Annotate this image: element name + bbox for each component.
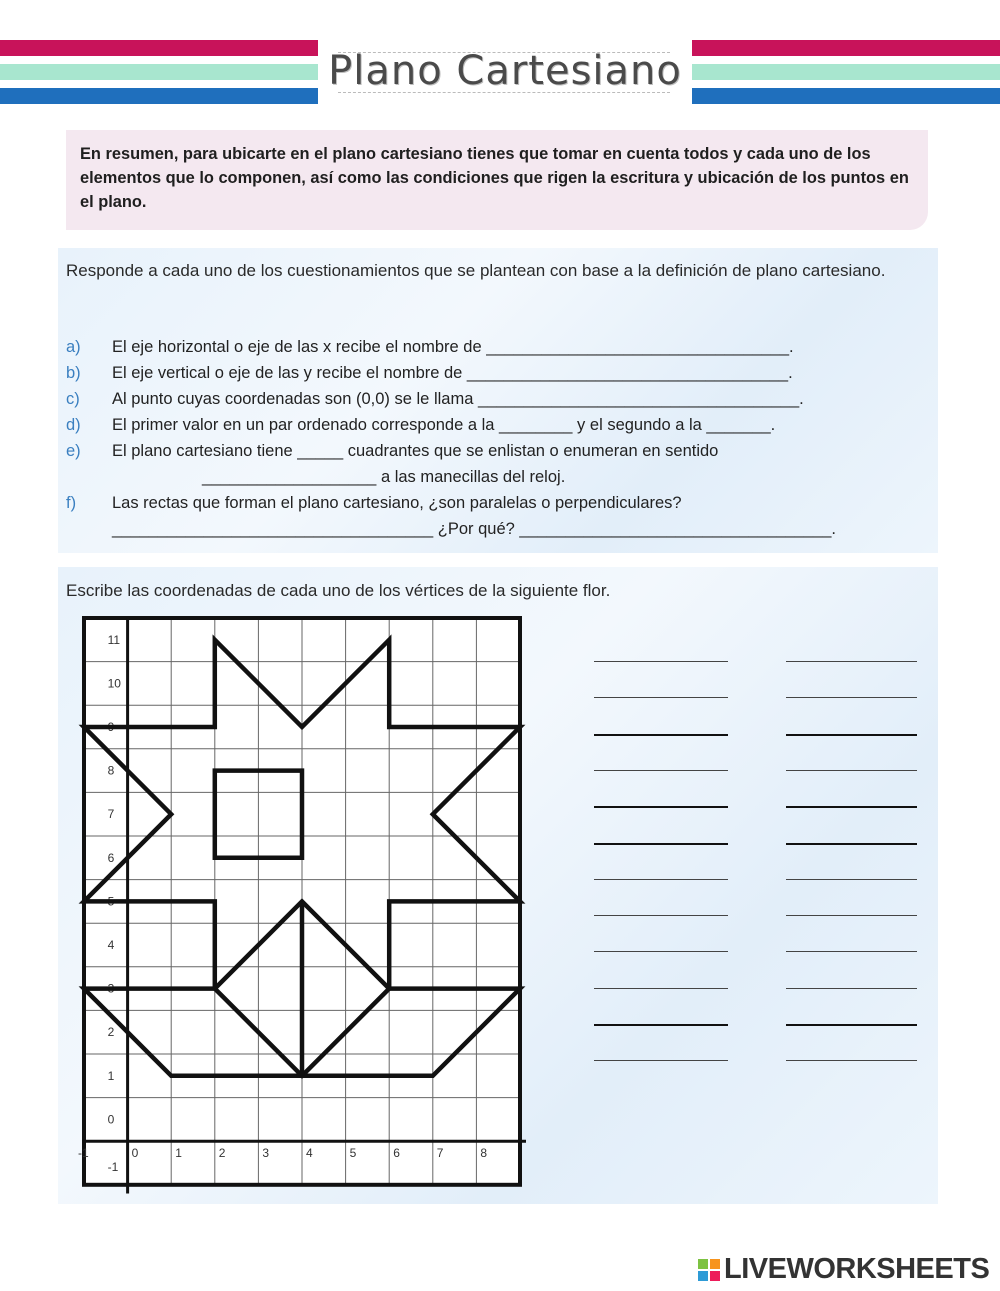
coordinate-answer-line[interactable]	[594, 843, 728, 845]
question-letter: b)	[66, 364, 81, 382]
x-tick-label: 8	[480, 1146, 488, 1161]
coordinate-answer-line[interactable]	[786, 697, 917, 698]
logo-tile-v	[698, 1271, 708, 1281]
coordinate-answer-line[interactable]	[594, 734, 728, 736]
summary-box	[66, 130, 928, 230]
stripe-pink-left	[0, 40, 318, 56]
questions-panel	[58, 248, 938, 553]
question-text: El plano cartesiano tiene _____ cuadrantes que se enlistan o enumeran en sentido	[112, 442, 719, 460]
coordinate-answer-line[interactable]	[786, 1024, 917, 1026]
page-title: Plano Cartesiano	[328, 48, 682, 94]
coordinate-answer-line[interactable]	[786, 879, 917, 880]
coordinate-answer-line[interactable]	[594, 1060, 728, 1061]
question-letter: f)	[66, 494, 77, 512]
stripe-pink-right	[692, 40, 1000, 56]
y-tick-label: 4	[107, 938, 115, 952]
question-text: ___________________________________ ¿Por qué? __________________________________.	[112, 520, 836, 538]
x-tick-label: 6	[393, 1146, 400, 1161]
question-text: ___________________ a las manecillas del reloj.	[202, 468, 566, 486]
y-tick-label: -1	[107, 1160, 119, 1175]
y-tick-label: 9	[107, 720, 115, 734]
x-tick-label: 0	[131, 1146, 139, 1161]
coordinate-answer-line[interactable]	[786, 661, 917, 662]
coordinate-answer-line[interactable]	[786, 1060, 917, 1061]
y-tick-label: 3	[107, 981, 115, 996]
question-letter: a)	[66, 338, 81, 356]
coordinate-answer-line[interactable]	[594, 988, 728, 989]
brand-name: LIVEWORKSHEETS	[724, 1253, 990, 1285]
x-tick-label: 5	[349, 1146, 357, 1161]
question-letter: d)	[66, 416, 81, 434]
logo-tile-l	[698, 1259, 708, 1269]
question-letter: c)	[66, 390, 80, 408]
summary-text: En resumen, para ubicarte en el plano cartesiano tienes que tomar en cuenta todos y cada uno de los elementos que lo componen, así como las condiciones que rigen la escritura y ubicación de los puntos en el plano.	[80, 145, 909, 211]
coordinate-answer-line[interactable]	[786, 806, 917, 808]
question-text: Las rectas que forman el plano cartesiano, ¿son paralelas o perpendiculares?	[112, 494, 682, 512]
coordinate-answer-line[interactable]	[786, 915, 917, 916]
graph-intro: Escribe las coordenadas de cada uno de los vértices de la siguiente flor.	[66, 581, 611, 600]
y-tick-label: 11	[107, 632, 121, 647]
coordinate-answer-line[interactable]	[594, 915, 728, 916]
x-tick-label: -1	[78, 1146, 89, 1161]
logo-tile-e	[710, 1271, 720, 1281]
stripe-blue-right	[692, 88, 1000, 104]
stripe-mint-right	[692, 64, 1000, 80]
question-text: Al punto cuyas coordenadas son (0,0) se le llama ___________________________________.	[112, 390, 804, 408]
coordinate-answer-line[interactable]	[594, 770, 728, 771]
y-tick-label: 10	[107, 676, 121, 691]
y-tick-label: 8	[107, 763, 115, 778]
coordinate-answer-line[interactable]	[786, 843, 917, 845]
coordinate-answer-line[interactable]	[594, 661, 728, 662]
coordinate-answer-line[interactable]	[786, 734, 917, 736]
graph-panel	[58, 567, 938, 1204]
logo-tile-i	[710, 1259, 720, 1269]
coordinate-answer-line[interactable]	[786, 951, 917, 952]
x-tick-label: 4	[306, 1146, 313, 1161]
x-tick-label: 3	[262, 1146, 270, 1161]
question-text: El eje horizontal o eje de las x recibe el nombre de _________________________________.	[112, 338, 794, 356]
y-tick-label: 7	[107, 807, 115, 822]
y-tick-label: 5	[107, 894, 115, 909]
x-tick-label: 7	[436, 1146, 444, 1161]
y-tick-label: 6	[107, 850, 115, 865]
y-tick-label: 2	[107, 1025, 115, 1040]
x-tick-label: 1	[175, 1146, 182, 1161]
coordinate-answer-line[interactable]	[594, 806, 728, 808]
coordinate-answer-line[interactable]	[594, 1024, 728, 1026]
coordinate-answer-line[interactable]	[594, 951, 728, 952]
x-tick-label: 2	[218, 1146, 226, 1161]
stripe-mint-left	[0, 64, 318, 80]
y-tick-label: 0	[107, 1112, 115, 1127]
question-text: El eje vertical o eje de las y recibe el nombre de ___________________________________.	[112, 364, 793, 382]
cartesian-grid	[78, 614, 532, 1194]
coordinate-answer-line[interactable]	[594, 697, 728, 698]
question-text: El primer valor en un par ordenado corresponde a la ________ y el segundo a la _______.	[112, 416, 776, 434]
question-letter: e)	[66, 442, 81, 460]
y-tick-label: 1	[107, 1068, 115, 1083]
coordinate-answer-line[interactable]	[786, 988, 917, 989]
coordinate-answer-line[interactable]	[594, 879, 728, 880]
coordinate-answer-line[interactable]	[786, 770, 917, 771]
questions-intro: Responde a cada uno de los cuestionamientos que se plantean con base a la definición de plano cartesiano.	[66, 261, 886, 280]
stripe-blue-left	[0, 88, 318, 104]
liveworksheets-logo	[698, 1259, 720, 1281]
